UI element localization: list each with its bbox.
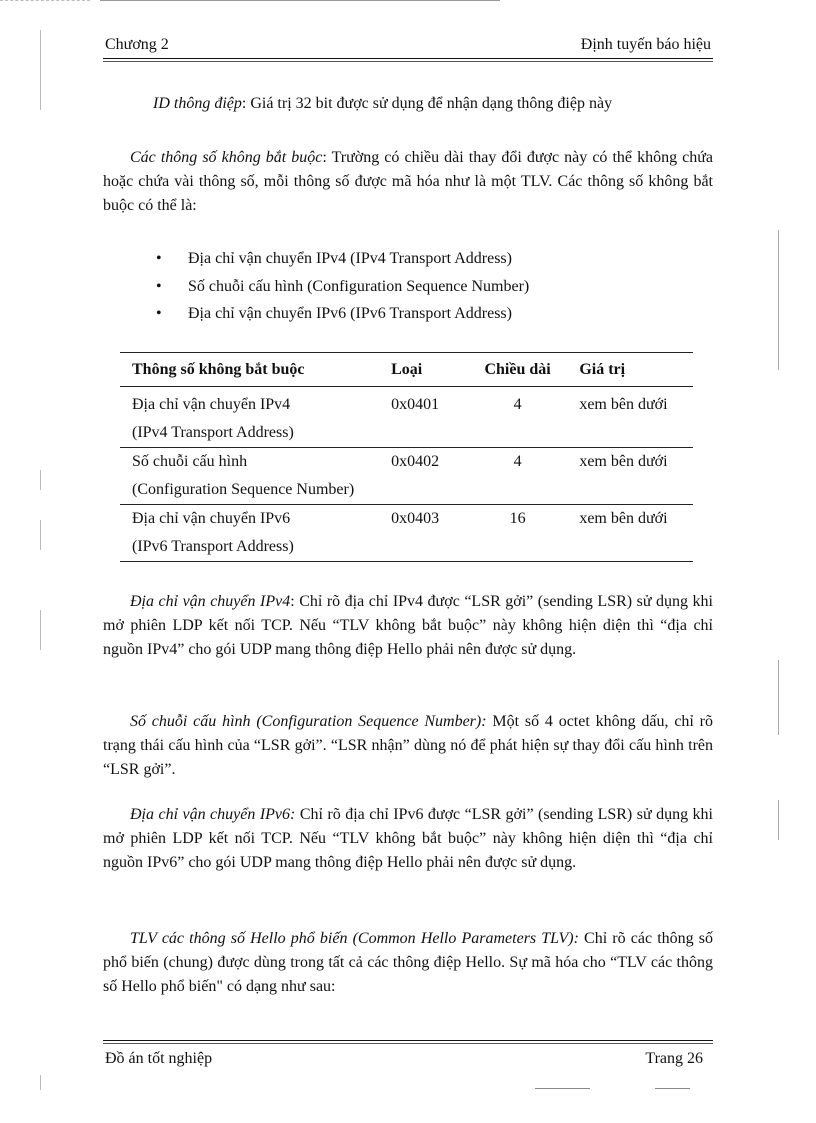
table-header-row bbox=[120, 353, 693, 387]
scan-artifact-line bbox=[778, 660, 779, 735]
scan-artifact-line bbox=[655, 1088, 690, 1089]
scan-artifact-line bbox=[0, 0, 90, 1]
scan-artifact-line bbox=[778, 800, 779, 840]
table-cell-name bbox=[120, 387, 379, 448]
paragraph-ipv4-address bbox=[103, 590, 713, 662]
paragraph-config-sequence bbox=[103, 710, 713, 782]
list-item-text: Địa chỉ vận chuyển IPv6 (IPv6 Transport Address) bbox=[188, 305, 512, 322]
term: Địa chỉ vận chuyển IPv4 bbox=[130, 593, 291, 610]
bullet-icon: • bbox=[156, 305, 162, 322]
table-row bbox=[120, 448, 693, 505]
section-title: Định tuyến báo hiệu bbox=[580, 36, 711, 53]
header-rule bbox=[103, 58, 713, 59]
table-cell-value: xem bên dưới bbox=[567, 387, 693, 448]
table-cell-value: xem bên dưới bbox=[567, 448, 693, 505]
chapter-label: Chương 2 bbox=[105, 36, 169, 53]
paragraph-text: : Giá trị 32 bit được sử dụng để nhận dạng thông điệp này bbox=[241, 95, 613, 112]
bullet-icon: • bbox=[156, 277, 162, 295]
scan-artifact-line bbox=[40, 1075, 41, 1090]
column-header: Thông số không bắt buộc bbox=[120, 353, 379, 387]
footer-rule bbox=[103, 1040, 713, 1041]
scan-artifact-line bbox=[40, 30, 41, 110]
table-row bbox=[120, 387, 693, 448]
table-cell-length: 4 bbox=[468, 387, 567, 448]
table-row bbox=[120, 505, 693, 562]
table-cell-name bbox=[120, 448, 379, 505]
list-item bbox=[103, 300, 713, 328]
scan-artifact-line bbox=[535, 1088, 590, 1089]
list-item-text: Địa chỉ vận chuyển IPv4 (IPv4 Transport Address) bbox=[188, 250, 512, 267]
scan-artifact-line bbox=[40, 470, 41, 490]
term: Số chuỗi cấu hình (Configuration Sequence Number): bbox=[130, 713, 487, 730]
term: ID thông điệp bbox=[153, 95, 242, 112]
table-cell-length: 16 bbox=[468, 505, 567, 562]
list-item bbox=[103, 245, 713, 273]
list-item-text: Số chuỗi cấu hình (Configuration Sequence Number) bbox=[188, 277, 530, 295]
table-cell-type: 0x0401 bbox=[379, 387, 468, 448]
column-header: Chiều dài bbox=[468, 353, 567, 387]
paragraph-ipv6-address bbox=[103, 803, 713, 875]
table-cell-length: 4 bbox=[468, 448, 567, 505]
footer-rule bbox=[103, 1043, 713, 1044]
param-name-en: (Configuration Sequence Number) bbox=[132, 481, 355, 498]
bullet-list bbox=[103, 245, 713, 328]
paragraph-text: : Chỉ rõ địa chỉ IPv4 được “LSR gởi” (sending LSR) sử dụng khi mở phiên LDP kết nối TCP. Nếu “TLV không bắt buộc” này không hiện diện thì “địa chỉ nguồn IPv4” cho gói UDP mang thông điệp Hello phải nên được sử dụng. bbox=[103, 593, 714, 658]
paragraph-text: Chỉ rõ các thông số phổ biến (chung) được dùng trong tất cả các thông điệp Hello. Sự mã hóa cho “TLV các thông số Hello phổ biến" có dạng như sau: bbox=[103, 930, 714, 995]
page-number: Trang 26 bbox=[645, 1050, 703, 1067]
param-name-en: (IPv6 Transport Address) bbox=[132, 538, 294, 555]
paragraph-text: Một số 4 octet không dấu, chỉ rõ trạng thái cấu hình của “LSR gởi”. “LSR nhận” dùng nó để phát hiện sự thay đổi cấu hình trên “LSR gởi”. bbox=[103, 713, 714, 778]
paragraph-common-hello bbox=[103, 927, 713, 999]
table-cell-type: 0x0402 bbox=[379, 448, 468, 505]
scan-artifact-line bbox=[100, 0, 500, 1]
param-name-en: (IPv4 Transport Address) bbox=[132, 424, 294, 441]
column-header: Giá trị bbox=[567, 353, 693, 387]
optional-params-table bbox=[120, 352, 693, 562]
param-name: Địa chỉ vận chuyển IPv6 bbox=[132, 510, 291, 527]
table-cell-type: 0x0403 bbox=[379, 505, 468, 562]
paragraph-text: Chỉ rõ địa chỉ IPv6 được “LSR gởi” (sending LSR) sử dụng khi mở phiên LDP kết nối TCP. Nếu “TLV không bắt buộc” này không hiện diện thì “địa chỉ nguồn IPv6” cho gói UDP mang thông điệp Hello phải nên được sử dụng. bbox=[103, 806, 713, 871]
bullet-icon: • bbox=[156, 250, 162, 267]
table-cell-value: xem bên dưới bbox=[567, 505, 693, 562]
paragraph-optional-params bbox=[103, 146, 713, 218]
table-cell-name bbox=[120, 505, 379, 562]
scan-artifact-line bbox=[778, 230, 779, 370]
list-item bbox=[103, 273, 713, 301]
paragraph-text: : Trường có chiều dài thay đổi được này có thể không chứa hoặc chứa vài thông số, mỗi thông số được mã hóa như là một TLV. Các thông số không bắt buộc có thể là: bbox=[103, 149, 714, 214]
scan-artifact-line bbox=[40, 520, 41, 550]
term: Địa chỉ vận chuyển IPv6: bbox=[130, 806, 296, 823]
page-header bbox=[103, 36, 713, 60]
scan-artifact-line bbox=[40, 610, 41, 650]
paragraph-message-id bbox=[153, 92, 713, 116]
param-name: Số chuỗi cấu hình bbox=[132, 453, 248, 470]
term: TLV các thông số Hello phổ biến (Common Hello Parameters TLV): bbox=[130, 930, 579, 947]
term: Các thông số không bắt buộc bbox=[130, 149, 323, 166]
param-name: Địa chỉ vận chuyển IPv4 bbox=[132, 396, 291, 413]
footer-title: Đồ án tốt nghiệp bbox=[105, 1050, 213, 1067]
header-rule bbox=[103, 61, 713, 62]
column-header: Loại bbox=[379, 353, 468, 387]
